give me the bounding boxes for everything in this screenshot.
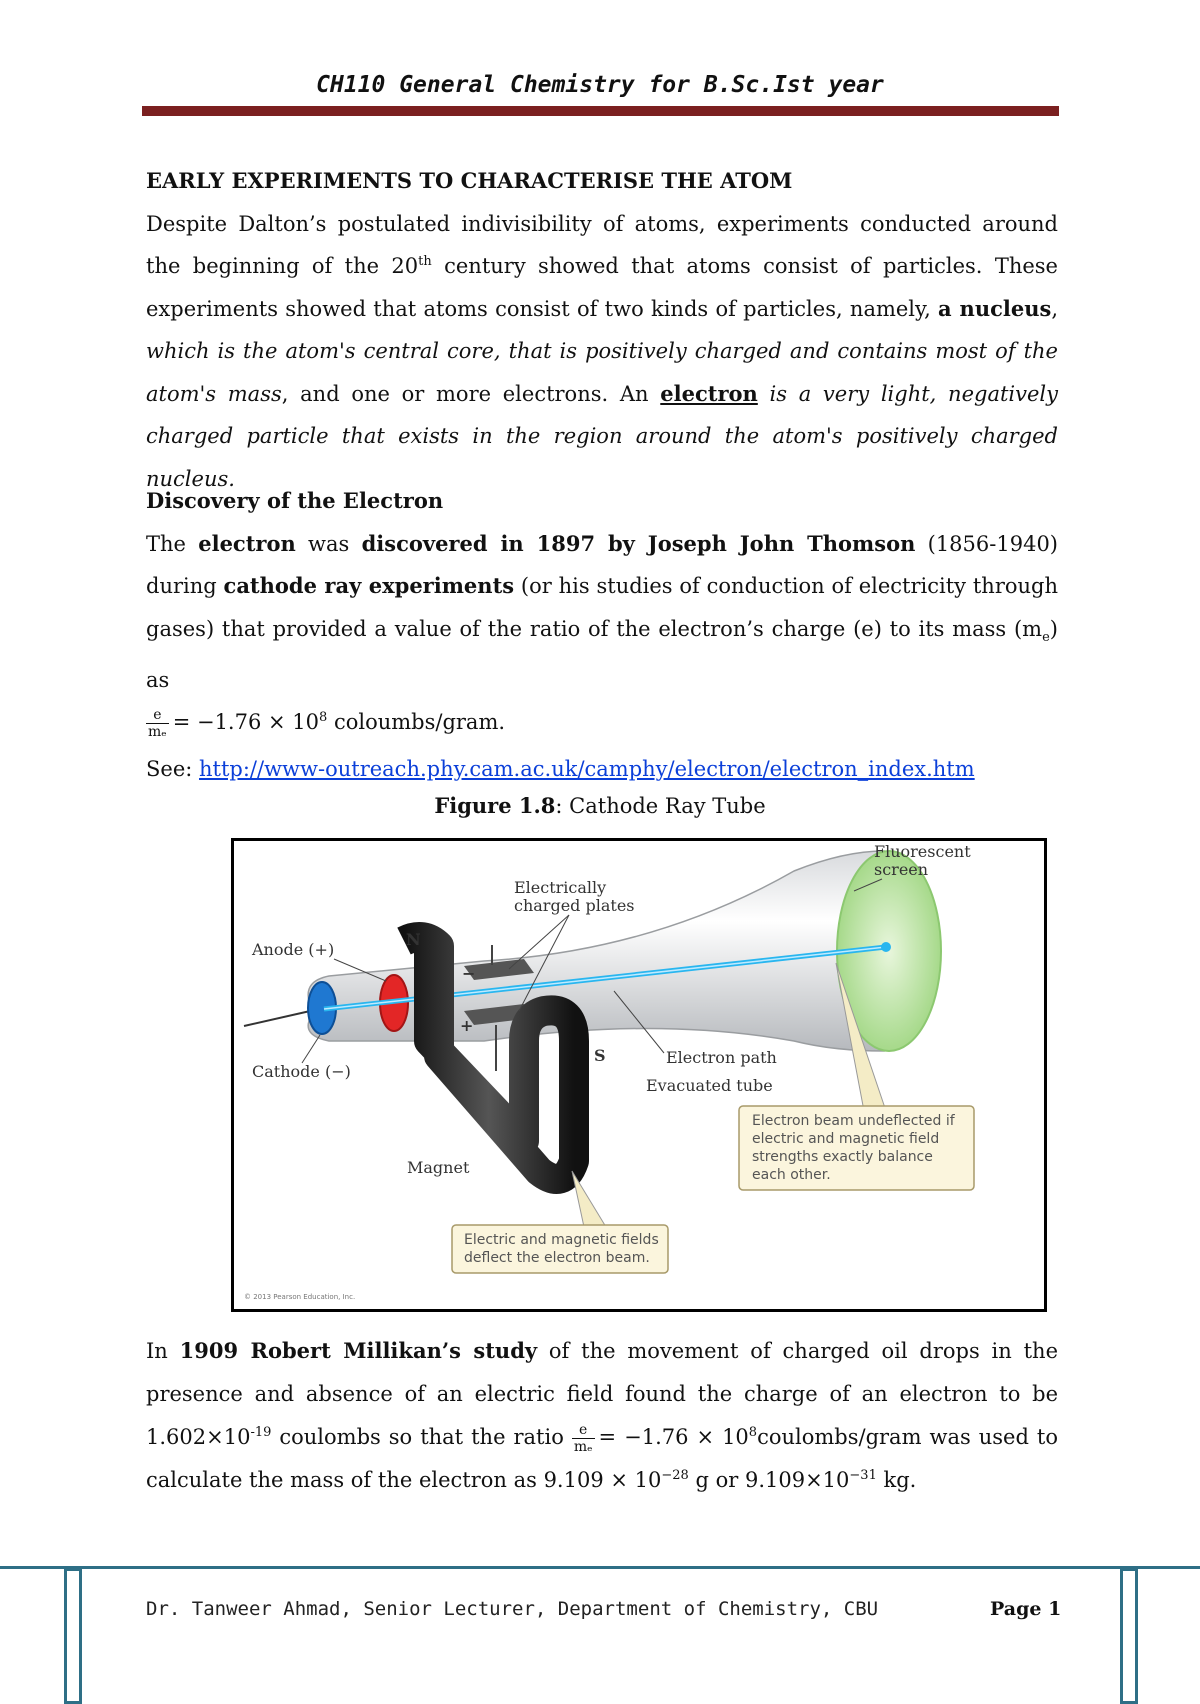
label-s: S bbox=[594, 1046, 606, 1065]
label-minus: − bbox=[462, 964, 476, 983]
text: century showed that atoms consist of particles. These experiments showed that atoms consist of two kinds of particles, namely, bbox=[146, 254, 1058, 321]
section-heading: EARLY EXPERIMENTS TO CHARACTERISE THE ATOM bbox=[146, 168, 793, 193]
label-anode: Anode (+) bbox=[252, 940, 335, 959]
equation-unit: coloumbs/gram. bbox=[327, 709, 506, 734]
text-bold: electron bbox=[198, 530, 296, 556]
superscript: 8 bbox=[319, 709, 328, 725]
text: , bbox=[1051, 296, 1058, 321]
text: , and one or more electrons. An bbox=[281, 381, 661, 406]
fraction-denominator: mₑ bbox=[148, 723, 167, 740]
figure-title: : Cathode Ray Tube bbox=[555, 794, 766, 818]
fraction-numerator: e bbox=[572, 1422, 595, 1439]
footer-pillar-left bbox=[64, 1568, 82, 1704]
text-bold: 1909 Robert Millikan’s study bbox=[179, 1338, 538, 1363]
text: (or his studies of conduction of electricity through gases) that provided a value of the ratio of the electron’s charge (e) to its mass (m bbox=[146, 574, 1058, 641]
figure-cathode-ray-tube bbox=[231, 838, 1047, 1312]
page-number: Page 1 bbox=[990, 1598, 1062, 1620]
section-discovery bbox=[146, 480, 1058, 790]
text-bold: cathode ray experiments bbox=[223, 573, 515, 598]
section-millikan bbox=[146, 1329, 1058, 1502]
section-heading: Discovery of the Electron bbox=[146, 488, 444, 513]
text: kg. bbox=[876, 1468, 917, 1492]
callout-1-line-3: strengths exactly balance bbox=[752, 1149, 933, 1165]
subscript: e bbox=[1042, 629, 1050, 645]
fraction bbox=[572, 1422, 595, 1455]
footer-author: Dr. Tanweer Ahmad, Senior Lecturer, Department of Chemistry, CBU bbox=[146, 1598, 879, 1620]
term-nucleus: a nucleus bbox=[938, 295, 1052, 321]
text: = −1.76 × 10 bbox=[598, 1425, 749, 1449]
text: coulombs so that the ratio bbox=[271, 1425, 572, 1449]
document-header: CH110 General Chemistry for B.Sc.Ist year bbox=[316, 72, 884, 98]
label-electron-path: Electron path bbox=[666, 1048, 777, 1067]
paragraph-atoms bbox=[146, 203, 1058, 501]
label-plates-1: Electrically bbox=[514, 878, 607, 897]
text: In bbox=[146, 1339, 180, 1363]
label-plus: + bbox=[460, 1016, 474, 1035]
beam-spot bbox=[881, 942, 891, 952]
superscript: −28 bbox=[661, 1468, 689, 1483]
text: (1856-1940) during bbox=[146, 531, 1059, 598]
label-cathode: Cathode (−) bbox=[252, 1062, 351, 1081]
label-evacuated-tube: Evacuated tube bbox=[646, 1076, 773, 1095]
cathode-ray-tube-diagram bbox=[234, 841, 1044, 1309]
fraction-numerator: e bbox=[146, 707, 169, 724]
text: of the movement of charged oil drops in the presence and absence of an electric field found the charge of an electron to be 1.602×10 bbox=[146, 1339, 1058, 1449]
label-plates-2: charged plates bbox=[514, 896, 635, 915]
text: was bbox=[295, 531, 362, 556]
superscript: -19 bbox=[250, 1425, 272, 1440]
section-early-experiments bbox=[146, 160, 1058, 500]
callout-1-line-2: electric and magnetic field bbox=[752, 1131, 940, 1147]
equation-text: = −1.76 × 10 bbox=[172, 709, 319, 734]
callout-2-line-2: deflect the electron beam. bbox=[464, 1250, 650, 1266]
fraction bbox=[146, 707, 169, 740]
fraction-denominator: mₑ bbox=[573, 1439, 593, 1455]
superscript: −31 bbox=[849, 1468, 877, 1483]
copyright-note: © 2013 Pearson Education, Inc. bbox=[244, 1293, 356, 1301]
text: ) as bbox=[146, 616, 1058, 693]
callout-2-line-1: Electric and magnetic fields bbox=[464, 1232, 659, 1248]
header-rule bbox=[142, 106, 1059, 116]
definition-electron: is a very light, negatively charged particle that exists in the region around the atom's positively charged nucleus. bbox=[146, 381, 1058, 491]
label-n: N bbox=[406, 930, 421, 949]
callout-1-line-4: each other. bbox=[752, 1167, 831, 1183]
text: g or 9.109×10 bbox=[688, 1468, 850, 1492]
label-screen: screen bbox=[874, 860, 929, 879]
text: The bbox=[146, 531, 199, 556]
superscript: 8 bbox=[748, 1425, 758, 1440]
text bbox=[758, 382, 770, 406]
superscript: th bbox=[418, 254, 432, 269]
reference-link[interactable]: http://www-outreach.phy.cam.ac.uk/camphy/electron/electron_index.htm bbox=[199, 756, 975, 781]
callout-1-line-1: Electron beam undeflected if bbox=[752, 1113, 955, 1129]
equation-charge-mass bbox=[146, 702, 1058, 742]
label-magnet: Magnet bbox=[407, 1158, 470, 1177]
figure-number: Figure 1.8 bbox=[434, 793, 556, 818]
text: Despite Dalton’s postulated indivisibility of atoms, experiments conducted around the beginning of the 20 bbox=[146, 211, 1058, 278]
definition-nucleus: which is the atom's central core, that is positively charged and contains most of the atom's mass bbox=[146, 339, 1058, 406]
paragraph-millikan bbox=[146, 1329, 1058, 1502]
footer-pillar-right bbox=[1120, 1568, 1138, 1704]
text-bold: discovered in 1897 by Joseph John Thomson bbox=[361, 530, 916, 556]
label-fluorescent: Fluorescent bbox=[874, 842, 971, 861]
see-label: See: bbox=[146, 756, 199, 781]
text: coulombs/gram was used to calculate the mass of the electron as 9.109 × 10 bbox=[146, 1425, 1058, 1492]
see-reference bbox=[146, 748, 1058, 791]
footer-rule bbox=[0, 1566, 1200, 1569]
paragraph-thomson bbox=[146, 523, 1058, 702]
figure-caption bbox=[0, 793, 1200, 818]
term-electron: electron bbox=[660, 380, 758, 406]
